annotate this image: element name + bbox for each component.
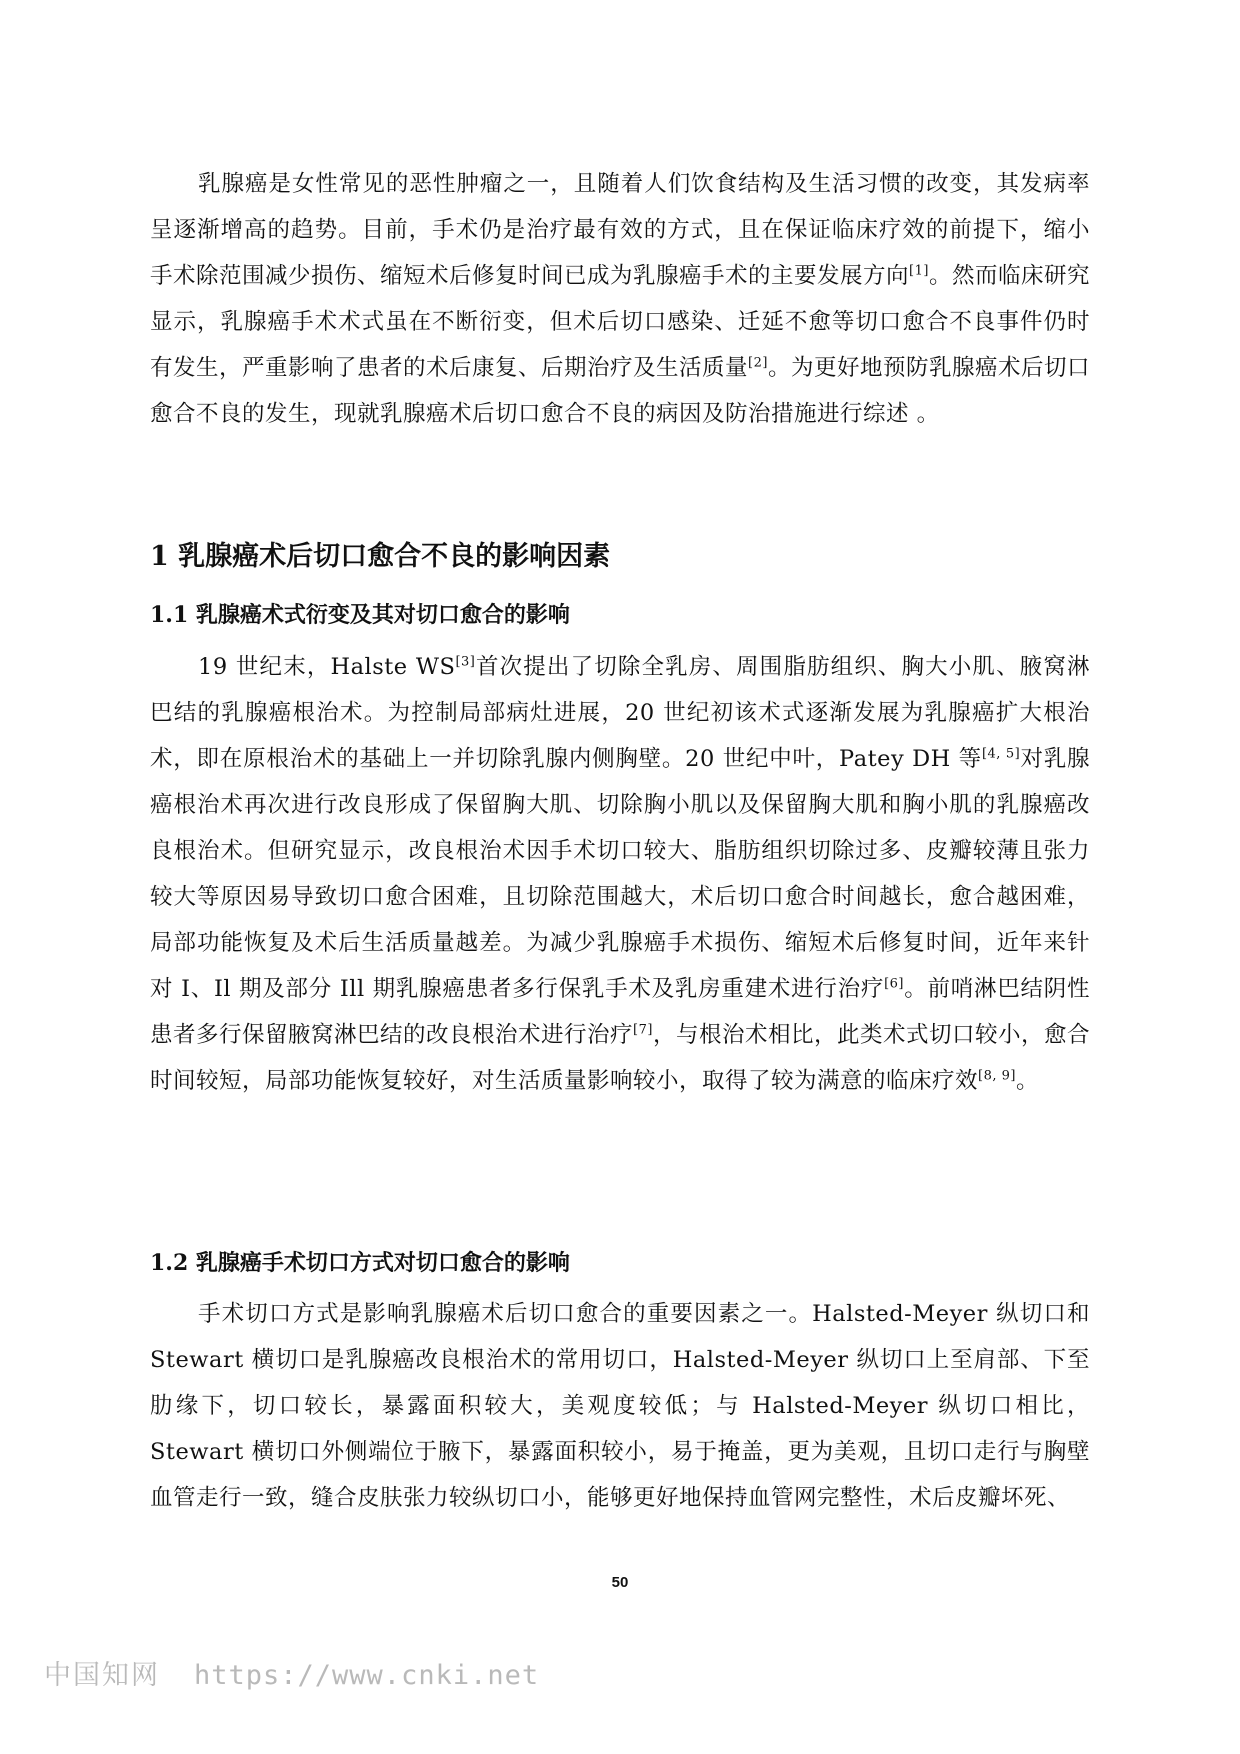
section-1-heading: 1 乳腺癌术后切口愈合不良的影响因素 bbox=[150, 541, 611, 572]
s11-text-f: 。 bbox=[1015, 1068, 1039, 1094]
citation-7: [7] bbox=[633, 1022, 653, 1038]
watermark-cn-text: 中国知网 bbox=[44, 1660, 160, 1691]
citation-2: [2] bbox=[748, 355, 768, 371]
s11-text-c: 对乳腺癌根治术再次进行改良形成了保留胸大肌、切除胸小肌以及保留胸大肌和胸小肌的乳腺癌改良根治术。但研究显示，改良根治术因手术切口较大、脂肪组织切除过多、皮瓣较薄且张力较大等原因易导致切口愈合困难，且切除范围越大，术后切口愈合时间越长，愈合越困难，局部功能恢复及术后生活质量越差。为减少乳腺癌手术损伤、缩短术后修复时间，近年来针对 I、Il 期及部分 Ill 期乳腺癌患者多行保乳手术及乳房重建术进行治疗 bbox=[150, 746, 1090, 1002]
s11-text-d: 。前哨淋巴结阴性患者多行保留腋窝淋巴结的改良根治术进行治疗 bbox=[150, 976, 1090, 1048]
s11-text-e: ，与根治术相比，此类术式切口较小，愈合时间较短，局部功能恢复较好，对生活质量影响较小，取得了较为满意的临床疗效 bbox=[150, 1022, 1090, 1094]
citation-1: [1] bbox=[909, 263, 929, 279]
citation-6: [6] bbox=[884, 976, 904, 992]
subsection-1-1-heading: 1.1 乳腺癌术式衍变及其对切口愈合的影响 bbox=[150, 602, 570, 628]
subsection-1-2-paragraph: 手术切口方式是影响乳腺癌术后切口愈合的重要因素之一。Halsted-Meyer 纵切口和 Stewart 横切口是乳腺癌改良根治术的常用切口，Halsted-Meyer 纵切口上至肩部、下至肋缘下，切口较长，暴露面积较大，美观度较低；与 Halsted-Meyer 纵切口相比，Stewart 横切口外侧端位于腋下，暴露面积较小，易于掩盖，更为美观，且切口走行与胸壁血管走行一致，缝合皮肤张力较纵切口小，能够更好地保持血管网完整性，术后皮瓣坏死、 bbox=[150, 1301, 1090, 1511]
page-number: 50 bbox=[611, 1574, 629, 1591]
subsection-1-2-heading: 1.2 乳腺癌手术切口方式对切口愈合的影响 bbox=[150, 1250, 570, 1276]
intro-text-3: 。为更好地预防乳腺癌术后切口愈合不良的发生，现就乳腺癌术后切口愈合不良的病因及防治措施进行综述 。 bbox=[150, 355, 1090, 427]
citation-8-9: [8, 9] bbox=[978, 1068, 1016, 1084]
s11-text-a: 19 世纪末，Halste WS bbox=[198, 654, 456, 680]
intro-text-2: 。然而临床研究显示，乳腺癌手术术式虽在不断衍变，但术后切口感染、迁延不愈等切口愈合不良事件仍时有发生，严重影响了患者的术后康复、后期治疗及生活质量 bbox=[150, 263, 1090, 381]
cnki-watermark bbox=[44, 1653, 539, 1692]
citation-3: [3] bbox=[455, 654, 476, 670]
subsection-1-1-paragraph bbox=[150, 644, 1090, 1104]
citation-4-5: [4, 5] bbox=[981, 746, 1021, 762]
intro-text-1: 乳腺癌是女性常见的恶性肿瘤之一，且随着人们饮食结构及生活习惯的改变，其发病率呈逐渐增高的趋势。目前，手术仍是治疗最有效的方式，且在保证临床疗效的前提下，缩小手术除范围减少损伤、缩短术后修复时间已成为乳腺癌手术的主要发展方向 bbox=[150, 171, 1090, 289]
s11-text-b: 首次提出了切除全乳房、周围脂肪组织、胸大小肌、腋窝淋巴结的乳腺癌根治术。为控制局部病灶进展，20 世纪初该术式逐渐发展为乳腺癌扩大根治术，即在原根治术的基础上一并切除乳腺内侧胸壁。20 世纪中叶，Patey DH 等 bbox=[150, 654, 1090, 772]
watermark-url: https://www.cnki.net bbox=[194, 1660, 540, 1691]
intro-paragraph bbox=[150, 161, 1090, 437]
